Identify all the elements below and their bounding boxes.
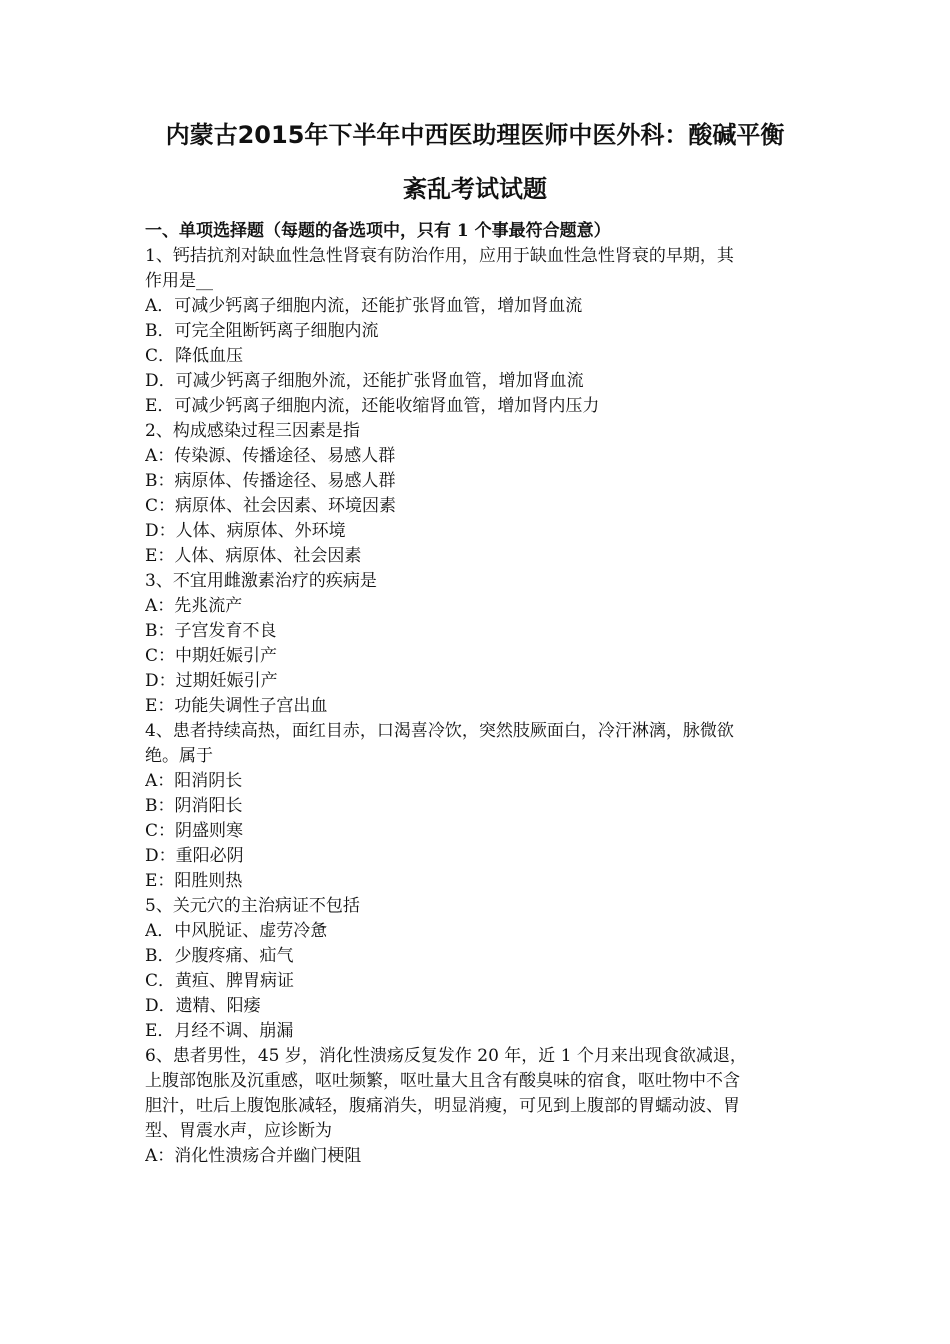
question-item: [145, 1044, 810, 1169]
question-stem-line: 作用是__: [145, 271, 213, 291]
answer-option: E．月经不调、崩漏: [145, 1021, 294, 1041]
document-title-line1: 内蒙古2015年下半年中西医助理医师中医外科：酸碱平衡: [165, 121, 785, 149]
answer-option: C：病原体、社会因素、环境因素: [145, 496, 397, 516]
answer-option: A：消化性溃疡合并幽门梗阻: [145, 1146, 362, 1166]
answer-option: E：人体、病原体、社会因素: [145, 546, 362, 566]
answer-option: B．可完全阻断钙离子细胞内流: [145, 321, 379, 341]
answer-option: C．降低血压: [145, 346, 244, 366]
question-stem-line: 6、患者男性，45 岁，消化性溃疡反复发作 20 年，近 1 个月来出现食欲减退，: [145, 1046, 747, 1066]
answer-option: A．中风脱证、虚劳冷惫: [145, 921, 328, 941]
question-item: [145, 719, 810, 894]
answer-option: B：阴消阳长: [145, 796, 243, 816]
section-heading: 一、单项选择题（每题的备选项中，只有 1 个事最符合题意）: [145, 221, 611, 241]
answer-option: E：功能失调性子宫出血: [145, 696, 328, 716]
answer-option: B：子宫发育不良: [145, 621, 277, 641]
document-title-line2: 紊乱考试试题: [403, 175, 547, 203]
answer-option: C．黄疸、脾胃病证: [145, 971, 295, 991]
question-item: [145, 244, 810, 419]
answer-option: D．可减少钙离子细胞外流，还能扩张肾血管，增加肾血流: [145, 371, 584, 391]
question-stem-line: 3、不宜用雌激素治疗的疾病是: [145, 571, 377, 591]
answer-option: E．可减少钙离子细胞内流，还能收缩肾血管，增加肾内压力: [145, 396, 600, 416]
question-stem-line: 1、钙拮抗剂对缺血性急性肾衰有防治作用，应用于缺血性急性肾衰的早期，其: [145, 246, 734, 266]
answer-option: B．少腹疼痛、疝气: [145, 946, 294, 966]
answer-option: D．遗精、阳痿: [145, 996, 261, 1016]
answer-option: A：阳消阴长: [145, 771, 243, 791]
question-stem-line: 2、构成感染过程三因素是指: [145, 421, 360, 441]
answer-option: C：中期妊娠引产: [145, 646, 278, 666]
question-item: [145, 894, 810, 1044]
question-item: [145, 569, 810, 719]
question-stem-line: 胆汁，吐后上腹饱胀减轻，腹痛消失，明显消瘦，可见到上腹部的胃蠕动波、胃: [145, 1096, 740, 1116]
answer-option: A．可减少钙离子细胞内流，还能扩张肾血管，增加肾血流: [145, 296, 583, 316]
answer-option: A：先兆流产: [145, 596, 243, 616]
answer-option: C：阴盛则寒: [145, 821, 244, 841]
question-stem-line: 绝。属于: [145, 746, 213, 766]
answer-option: D：人体、病原体、外环境: [145, 521, 346, 541]
question-stem-line: 型、胃震水声，应诊断为: [145, 1121, 332, 1141]
question-list: [145, 244, 810, 1169]
answer-option: A：传染源、传播途径、易感人群: [145, 446, 396, 466]
question-stem-line: 5、关元穴的主治病证不包括: [145, 896, 360, 916]
answer-option: E：阳胜则热: [145, 871, 243, 891]
question-stem-line: 上腹部饱胀及沉重感，呕吐频繁，呕吐量大且含有酸臭味的宿食，呕吐物中不含: [145, 1071, 740, 1091]
question-stem-line: 4、患者持续高热，面红目赤，口渴喜冷饮，突然肢厥面白，冷汗淋漓，脉微欲: [145, 721, 734, 741]
document-body: [145, 219, 810, 1169]
answer-option: D：重阳必阴: [145, 846, 244, 866]
answer-option: D：过期妊娠引产: [145, 671, 278, 691]
question-item: [145, 419, 810, 569]
answer-option: B：病原体、传播途径、易感人群: [145, 471, 396, 491]
